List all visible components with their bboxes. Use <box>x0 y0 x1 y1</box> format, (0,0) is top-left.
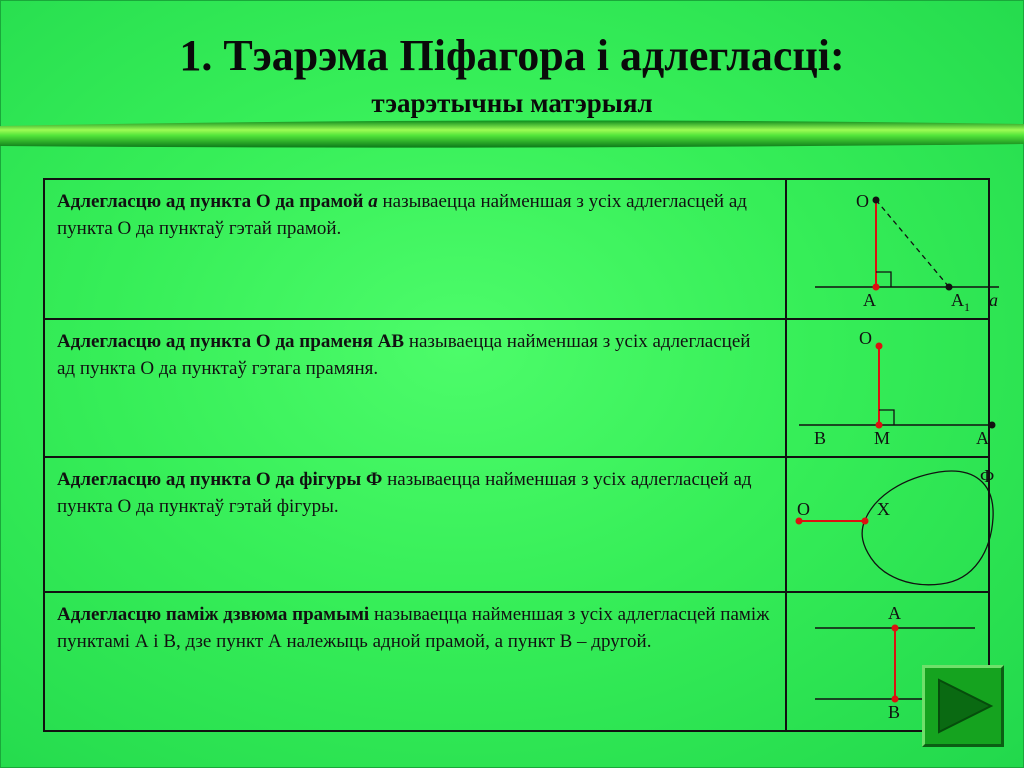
point-o <box>873 197 880 204</box>
definition-cell <box>44 319 786 457</box>
label-a: A <box>863 290 876 310</box>
figure-cell <box>786 457 995 592</box>
label-phi: Ф <box>980 466 995 486</box>
label-b: B <box>888 702 901 722</box>
definition-text: называецца найменшая з усіх адлегласцей ад пункта О да пунктаў гэтай фігуры. <box>57 469 752 517</box>
point-figure-distance-figure <box>787 458 1016 593</box>
label-line-a: a <box>989 290 998 310</box>
table-row <box>44 592 989 731</box>
term-text: Адлегласцю ад пункта О да фігуры Ф <box>57 469 383 490</box>
next-slide-button[interactable] <box>922 665 1004 747</box>
term-text: Адлегласцю ад пункта О да праменя АВ <box>57 331 405 352</box>
label-b: B <box>814 428 827 448</box>
definition-cell <box>44 592 786 731</box>
table-row <box>44 319 989 457</box>
segment-oa1 <box>876 200 949 287</box>
slide-subtitle: тэарэтычны матэрыял <box>371 88 653 118</box>
point-a <box>892 625 899 632</box>
figure-cell <box>786 319 989 457</box>
definitions-table <box>43 178 998 732</box>
point-line-distance-figure <box>787 180 1016 320</box>
definition-cell <box>44 457 786 592</box>
slide-title: 1. Тэарэма Піфагора і адлегласці: <box>179 31 845 80</box>
table-row <box>44 179 989 319</box>
point-x <box>862 518 869 525</box>
label-a1: $A_1$ <box>951 290 970 314</box>
definition-text: называецца найменшая з усіх адлегласцей паміж пунктамі А і В, дзе пункт А належыць адной прамой, а пункт В – другой. <box>57 604 770 652</box>
point-a <box>989 422 996 429</box>
label-o: O <box>856 191 869 211</box>
definition-cell <box>44 179 786 319</box>
term-variable: а <box>368 191 378 212</box>
label-a: A <box>976 428 989 448</box>
label-o: O <box>859 328 872 348</box>
label-x: X <box>877 499 890 519</box>
label-o: O <box>797 499 810 519</box>
term-text: Адлегласцю паміж дзвюма прамымі <box>57 604 370 625</box>
play-triangle-icon <box>925 668 1001 744</box>
definition-text: называецца найменшая з усіх адлегласцей ад пункта О да пунктаў гэтага прамяня. <box>57 331 751 379</box>
point-o <box>876 343 883 350</box>
definition-text: называецца найменшая з усіх адлегласцей ад пункта О да пунктаў гэтай прамой. <box>57 191 747 239</box>
label-m: M <box>874 428 891 448</box>
term-text: Адлегласцю ад пункта О да прамой <box>57 191 369 212</box>
title-underline-bar <box>0 118 1024 150</box>
figure-cell <box>786 179 998 319</box>
label-a: A <box>888 603 901 623</box>
point-ray-distance-figure <box>787 320 1016 458</box>
figure-phi <box>862 471 993 585</box>
table-row <box>44 457 989 592</box>
